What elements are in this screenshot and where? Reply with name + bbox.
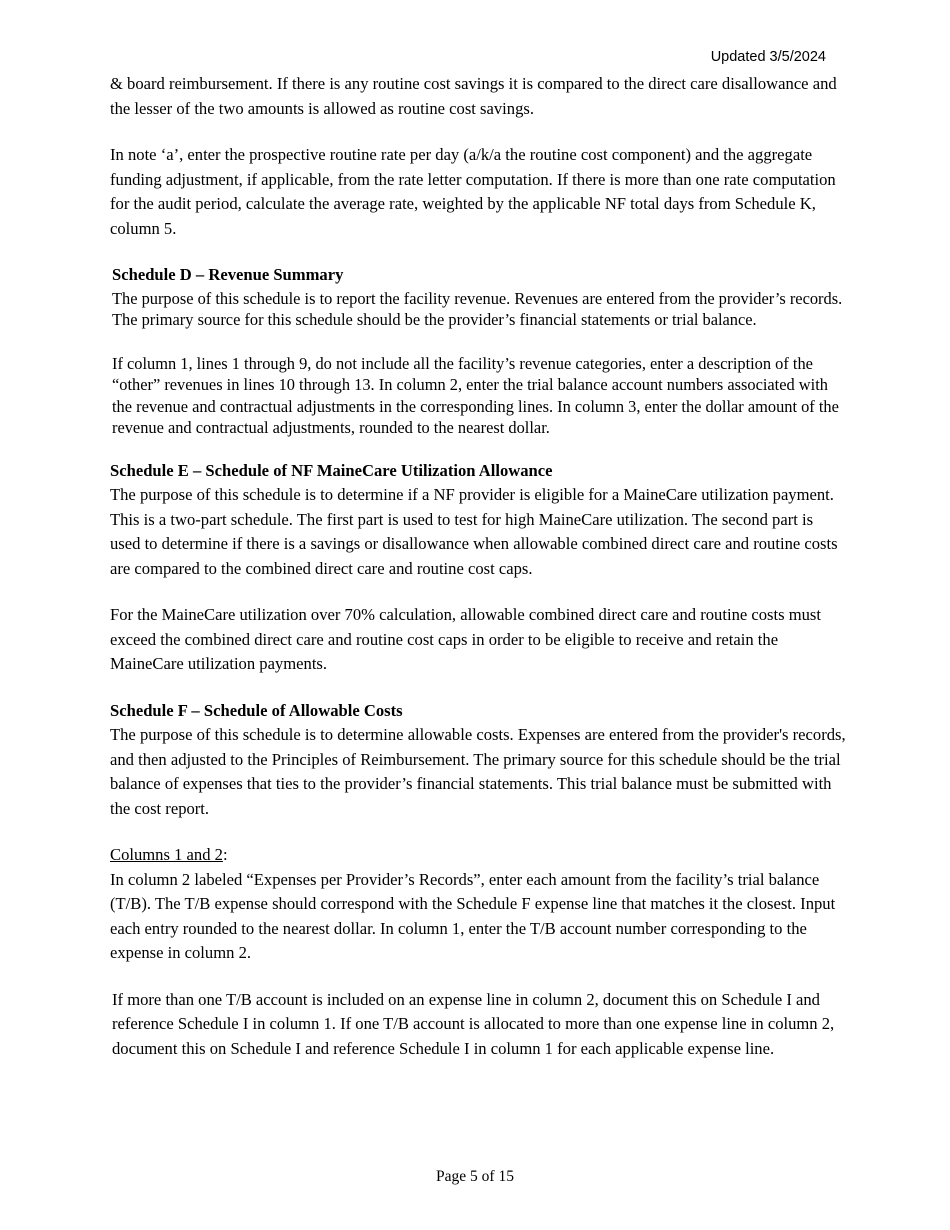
page-number: Page 5 of 15 [436, 1168, 514, 1185]
columns-colon: : [222, 845, 228, 864]
schedule-d-section [110, 263, 846, 439]
schedule-e-utilization: For the MaineCare utilization over 70% calculation, allowable combined direct care and routine costs must exceed the combined direct care and routine cost caps in order to be eligible to receive and retain the MaineCare utilization payments. [110, 605, 821, 673]
schedule-e-section [110, 459, 846, 677]
paragraph-board-reimbursement: & board reimbursement. If there is any routine cost savings it is compared to the direct care disallowance and the lesser of the two amounts is allowed as routine cost savings. [110, 74, 837, 118]
schedule-f-multiple-accounts: If more than one T/B account is included on an expense line in column 2, document this on Schedule I and reference Schedule I in column 1. If one T/B account is allocated to more than one expense line in column 2, document this on Schedule I and reference Schedule I in column 1 for each applicable expense line. [112, 989, 835, 1058]
schedule-e-heading: Schedule E – Schedule of NF MaineCare Utilization Allowance [110, 460, 553, 480]
schedule-f-purpose: The purpose of this schedule is to determine allowable costs. Expenses are entered from the provider's records, and then adjusted to the Principles of Reimbursement. The primary source for this schedule should be the trial balance of expenses that ties to the provider’s financial statements. This trial balance must be submitted with the cost report. [110, 725, 846, 818]
schedule-e-purpose: The purpose of this schedule is to determine if a NF provider is eligible for a MaineCare utilization payment. This is a two-part schedule. The first part is used to test for high MaineCare utilization. The second part is used to determine if there is a savings or disallowance when allowable combined direct care and routine costs are compared to the combined direct care and routine cost caps. [110, 485, 838, 578]
schedule-d-heading: Schedule D – Revenue Summary [112, 265, 344, 284]
schedule-d-purpose: The purpose of this schedule is to report the facility revenue. Revenues are entered from the provider’s records. The primary source for this schedule should be the provider’s financial statements or trial balance. [112, 288, 843, 329]
schedule-f-section [110, 699, 846, 1062]
updated-date: Updated 3/5/2024 [710, 49, 826, 65]
schedule-d-instructions: If column 1, lines 1 through 9, do not include all the facility’s revenue categories, enter a description of the “other” revenues in lines 10 through 13. In column 2, enter the trial balance account numbers associated with the revenue and contractual adjustments in the corresponding lines. In column 3, enter the dollar amount of the revenue and contractual adjustments, rounded to the nearest dollar. [112, 353, 839, 437]
columns-label: Columns 1 and 2 [110, 845, 223, 864]
columns-subheading [110, 843, 846, 868]
paragraph-note-a: In note ‘a’, enter the prospective routine rate per day (a/k/a the routine cost component) and the aggregate funding adjustment, if applicable, from the rate letter computation. If there is more than one rate computation for the audit period, calculate the average rate, weighted by the applicable NF total days from Schedule K, column 5. [110, 145, 836, 238]
schedule-f-columns-instructions: In column 2 labeled “Expenses per Provider’s Records”, enter each amount from the facility’s trial balance (T/B). The T/B expense should correspond with the Schedule F expense line that matches it the closest. Input each entry rounded to the nearest dollar. In column 1, enter the T/B account number corresponding to the expense in column 2. [110, 869, 836, 962]
page-body [110, 72, 846, 1061]
schedule-f-heading: Schedule F – Schedule of Allowable Costs [110, 700, 403, 720]
